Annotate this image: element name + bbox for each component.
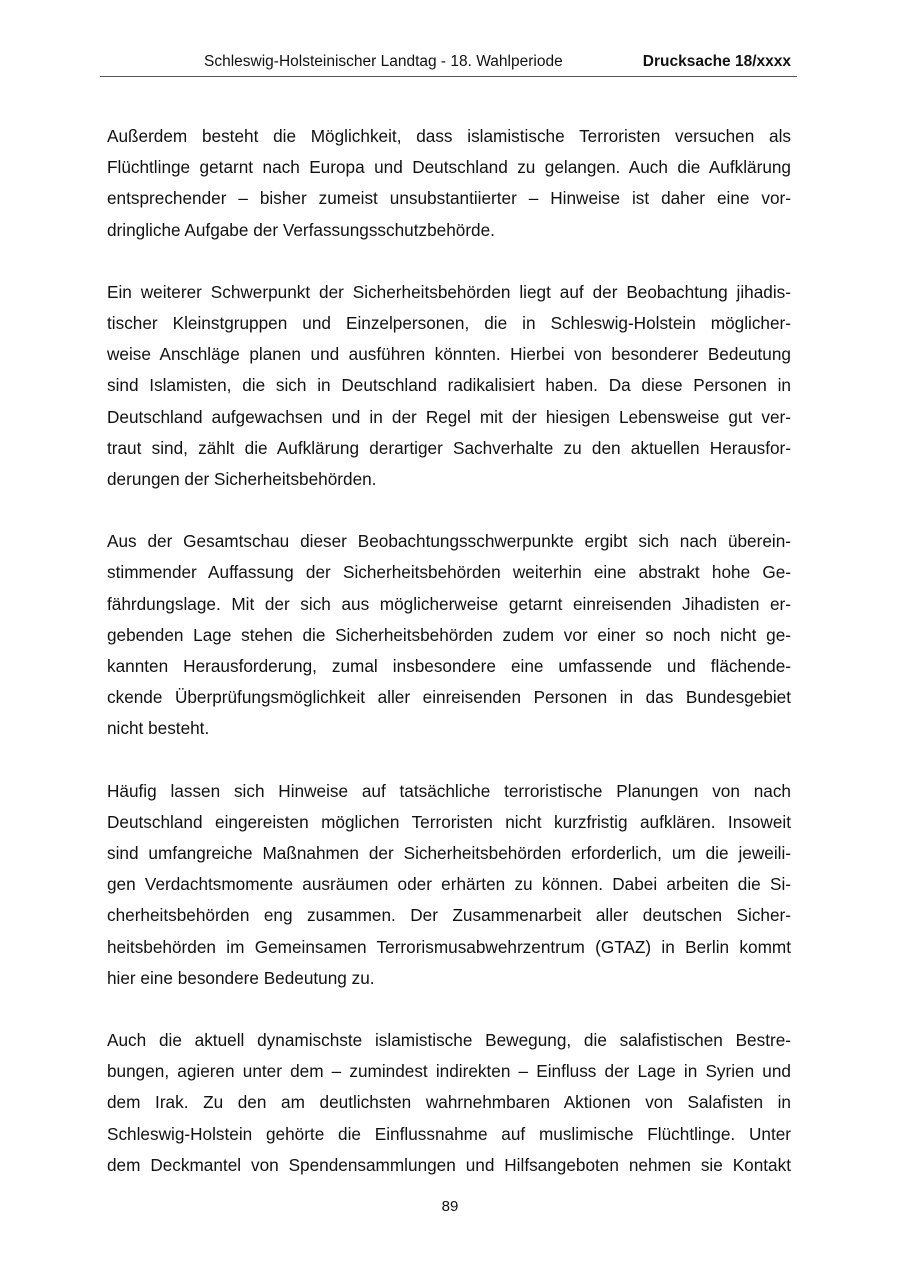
text-line: Aus der Gesamtschau dieser Beobachtungsschwerpunkte ergibt sich nach überein-	[107, 531, 791, 552]
text-line: sind Islamisten, die sich in Deutschland radikalisiert haben. Da diese Personen in	[107, 375, 791, 396]
text-line: cherheitsbehörden eng zusammen. Der Zusammenarbeit aller deutschen Sicher-	[107, 905, 791, 926]
text-line: nicht besteht.	[107, 718, 210, 739]
text-line: hier eine besondere Bedeutung zu.	[107, 967, 375, 988]
text-line: weise Anschläge planen und ausführen könnten. Hierbei von besonderer Bedeutung	[107, 344, 791, 365]
paragraph	[107, 1025, 791, 1181]
page-number: 89	[441, 1198, 459, 1215]
paragraph	[107, 776, 791, 994]
text-line: Außerdem besteht die Möglichkeit, dass islamistische Terroristen versuchen als	[107, 126, 791, 146]
text-line: Deutschland aufgewachsen und in der Regel mit der hiesigen Lebensweise gut ver-	[107, 406, 791, 427]
paragraph	[107, 121, 791, 246]
text-line: derungen der Sicherheitsbehörden.	[107, 469, 377, 490]
text-line: heitsbehörden im Gemeinsamen Terrorismusabwehrzentrum (GTAZ) in Berlin kommt	[107, 936, 791, 957]
text-line: traut sind, zählt die Aufklärung derartiger Sachverhalte zu den aktuellen Herausfor-	[107, 437, 791, 458]
text-line: Auch die aktuell dynamischste islamistische Bewegung, die salafistischen Bestre-	[107, 1030, 791, 1051]
text-line: dringliche Aufgabe der Verfassungsschutzbehörde.	[107, 219, 495, 240]
paragraph	[107, 526, 791, 744]
text-line: stimmender Auffassung der Sicherheitsbehörden weiterhin eine abstrakt hohe Ge-	[107, 562, 791, 583]
paragraph	[107, 277, 791, 495]
text-line: tischer Kleinstgruppen und Einzelpersonen, die in Schleswig-Holstein möglicher-	[107, 313, 791, 334]
text-line: gen Verdachtsmomente ausräumen oder erhärten zu können. Dabei arbeiten die Si-	[107, 874, 791, 895]
text-line: dem Irak. Zu den am deutlichsten wahrnehmbaren Aktionen von Salafisten in	[107, 1092, 791, 1113]
text-line: sind umfangreiche Maßnahmen der Sicherheitsbehörden erforderlich, um die jeweili-	[107, 843, 791, 864]
text-line: Häufig lassen sich Hinweise auf tatsächliche terroristische Planungen von nach	[107, 780, 791, 801]
text-line: gebenden Lage stehen die Sicherheitsbehörden zudem vor einer so noch nicht ge-	[107, 624, 791, 645]
text-line: Ein weiterer Schwerpunkt der Sicherheitsbehörden liegt auf der Beobachtung jihadis-	[107, 281, 791, 302]
document-body	[107, 121, 791, 1212]
text-line: Schleswig-Holstein gehörte die Einflussnahme auf muslimische Flüchtlinge. Unter	[107, 1123, 791, 1144]
text-line: entsprechender – bisher zumeist unsubstantiierter – Hinweise ist daher eine vor-	[107, 188, 791, 209]
text-line: dem Deckmantel von Spendensammlungen und Hilfsangeboten nehmen sie Kontakt	[107, 1154, 791, 1175]
text-line: Deutschland eingereisten möglichen Terroristen nicht kurzfristig aufklären. Insoweit	[107, 811, 791, 832]
header-title: Schleswig-Holsteinischer Landtag - 18. Wahlperiode	[204, 53, 563, 70]
text-line: bungen, agieren unter dem – zumindest indirekten – Einfluss der Lage in Syrien und	[107, 1061, 791, 1082]
document-number: Drucksache 18/xxxx	[642, 53, 791, 70]
text-line: kannten Herausforderung, zumal insbesondere eine umfassende und flächende-	[107, 656, 791, 677]
text-line: ckende Überprüfungsmöglichkeit aller einreisenden Personen in das Bundesgebiet	[107, 687, 791, 708]
text-line: fährdungslage. Mit der sich aus möglicherweise getarnt einreisenden Jihadisten er-	[107, 593, 791, 614]
page-header	[100, 50, 797, 77]
text-line: Flüchtlinge getarnt nach Europa und Deutschland zu gelangen. Auch die Aufklärung	[107, 157, 791, 178]
